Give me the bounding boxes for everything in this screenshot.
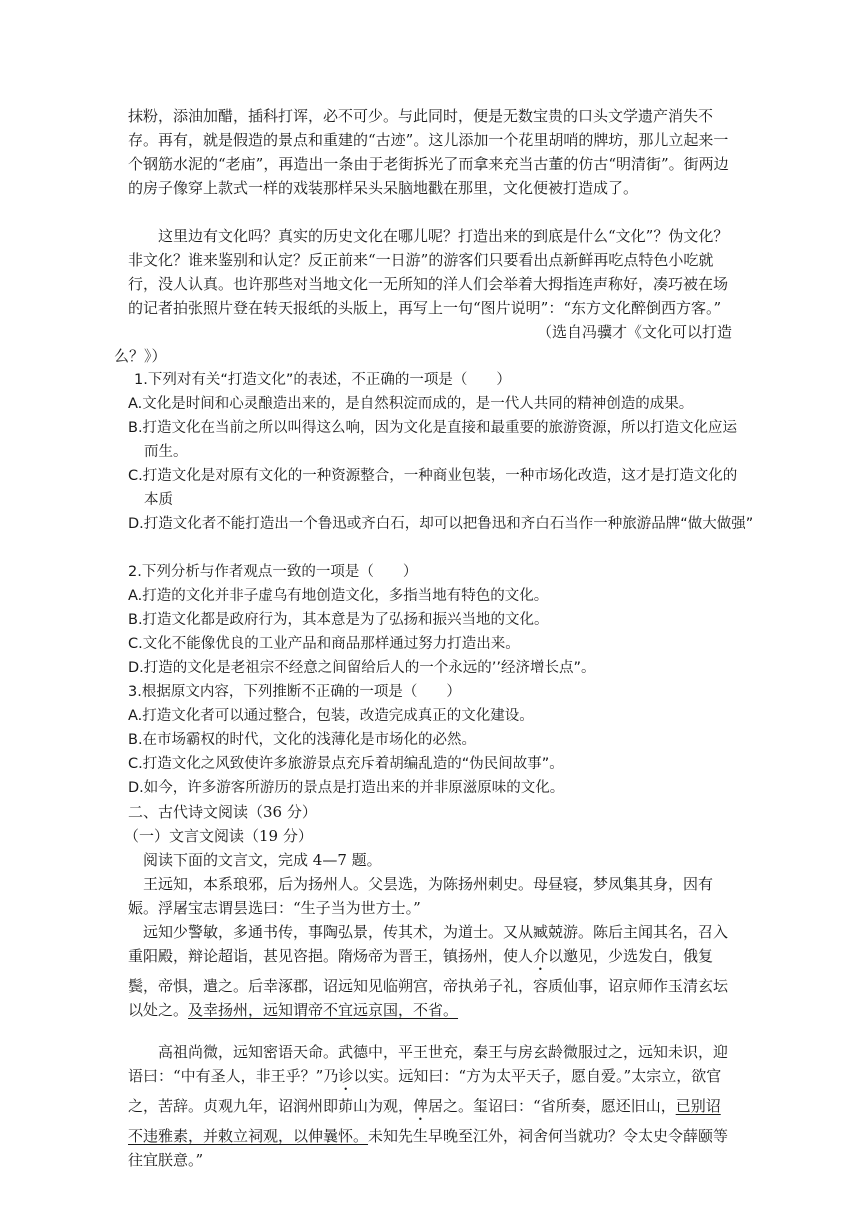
question-3-stem: 3.根据原文内容，下列推断不正确的一项是（ ） (128, 684, 461, 700)
question-3-option-a: A.打造文化者可以通过整合，包装，改造完成真正的文化建设。 (128, 708, 534, 724)
dotted-character-jie: 介 (533, 947, 549, 965)
underlined-sentence-1: 及幸扬州，远知谓帝不宜远京国，不省。 (188, 1001, 459, 1019)
classical-p3-text-a: 高祖尚微，远知密语天命。武德中，平王世充，秦王与房玄龄微服过之，远知未识，迎语曰：“中有圣人，非王乎？”乃 (128, 1043, 729, 1085)
section-2-title: 二、古代诗文阅读（36 分） (128, 803, 317, 821)
question-2-option-d: D.打造的文化是老祖宗不经意之间留给后人的一个永远的’’经济增长点”。 (128, 660, 596, 676)
question-3-option-b: B.在市场霸权的时代，文化的浅薄化是市场化的必然。 (128, 732, 477, 748)
section-2-subtitle: （一）文言文阅读（19 分） (124, 827, 313, 845)
dotted-character-zhen: 诊 (338, 1067, 354, 1085)
question-1-stem: 1.下列对有关“打造文化”的表述，不正确的一项是（ ） (134, 372, 511, 388)
classical-p2-text-b: 以邀见，少选发白，俄复鬓，帝惧，遣之。后幸涿郡，诏远知见临朔宫，帝执弟子礼，容质仙事，诏京师作玉清玄坛以处之。 (128, 947, 729, 1019)
question-2-option-c: C.文化不能像优良的工业产品和商品那样通过努力打造出来。 (128, 636, 520, 652)
classical-p3-text-c: 居之。玺诏曰：“省所奏，愿还旧山， (428, 1097, 676, 1115)
passage-paragraph-1: 抹粉，添油加醋，插科打诨，必不可少。与此同时，便是无数宝贵的口头文学遗产消失不存。再有，就是假造的景点和重建的“古迹”。这儿添加一个花里胡哨的牌坊，那儿立起来一个钢筋水泥的“老庙”，再造出一条由于老街拆光了而拿来充当古董的仿古“明清街”。街两边的房子像穿上款式一样的戏装那样呆头呆脑地戳在那里，文化便被打造成了。 (128, 107, 729, 197)
classical-p2-text-a: 远知少警敏，多通书传，事陶弘景，传其术，为道士。又从臧兢游。陈后主闻其名，召入重阳殿，辩论超诣，甚见咨挹。隋炀帝为晋王，镇扬州，使人 (128, 923, 729, 965)
question-3-option-c: C.打造文化之风致使许多旅游景点充斥着胡编乱造的“伪民间故事”。 (128, 756, 564, 772)
source-citation-line1: （选自冯骥才《文化可以打造 (536, 323, 732, 341)
classical-p3-text-b: 以实。远知曰：“方为太平天子，愿自爱。”太宗立，欲官之，苦辞。贞观九年，诏润州即茆山为观， (128, 1067, 722, 1115)
question-1-option-c: C.打造文化是对原有文化的一种资源整合，一种商业包装，一种市场化改造，这才是打造文化的本质 (128, 468, 738, 508)
classical-p3-text-d: 未知先生早晚至江外，祠舍何当就功？令太史令薛颐等往宜朕意。” (128, 1127, 729, 1169)
question-2-option-a: A.打造的文化并非子虚乌有地创造文化，多指当地有特色的文化。 (128, 588, 549, 604)
question-2-option-b: B.打造文化都是政府行为，其本意是为了弘扬和振兴当地的文化。 (128, 612, 549, 628)
source-citation-line2: 么？》） (114, 347, 167, 365)
question-3-option-d: D.如今，许多游客所游历的景点是打造出来的并非原滋原味的文化。 (128, 780, 565, 796)
question-1-option-a: A.文化是时间和心灵酿造出来的，是自然积淀而成的，是一代人共同的精神创造的成果。 (128, 396, 694, 412)
passage-paragraph-2: 这里边有文化吗？真实的历史文化在哪儿呢？打造出来的到底是什么“文化”？伪文化？非文化？谁来鉴别和认定？反正前来“一日游”的游客们只要看出点新鲜再吃点特色小吃就行，没人认真。也许那些对当地文化一无所知的洋人们会举着大拇指连声称好，凑巧被在场的记者拍张照片登在转天报纸的头版上，再写上一句“图片说明”：“东方文化醉倒西方客。” (128, 227, 729, 317)
dotted-character-bi: 俾 (413, 1097, 429, 1115)
classical-paragraph-1: 王远知，本系琅邪，后为扬州人。父昙选，为陈扬州刺史。母昼寝，梦凤集其身，因有娠。浮屠宝志谓昙选曰：“生子当为世方士。” (128, 875, 714, 917)
section-2-instruction: 阅读下面的文言文，完成 4—7 题。 (143, 851, 382, 869)
classical-paragraph-3 (128, 1040, 732, 1172)
question-1-option-b: B.打造文化在当前之所以叫得这么响，因为文化是直接和最重要的旅游资源，所以打造文化应运而生。 (128, 420, 738, 460)
question-2-stem: 2.下列分析与作者观点一致的一项是（ ） (128, 564, 418, 580)
question-1-option-d: D.打造文化者不能打造出一个鲁迅或齐白石，却可以把鲁迅和齐白石当作一种旅游品牌“做大做强” (128, 516, 754, 532)
classical-paragraph-2 (128, 920, 732, 1022)
underlined-sentence-2: 已别诏不违雅素，并敕立祠观，以伸曩怀。 (128, 1097, 721, 1145)
